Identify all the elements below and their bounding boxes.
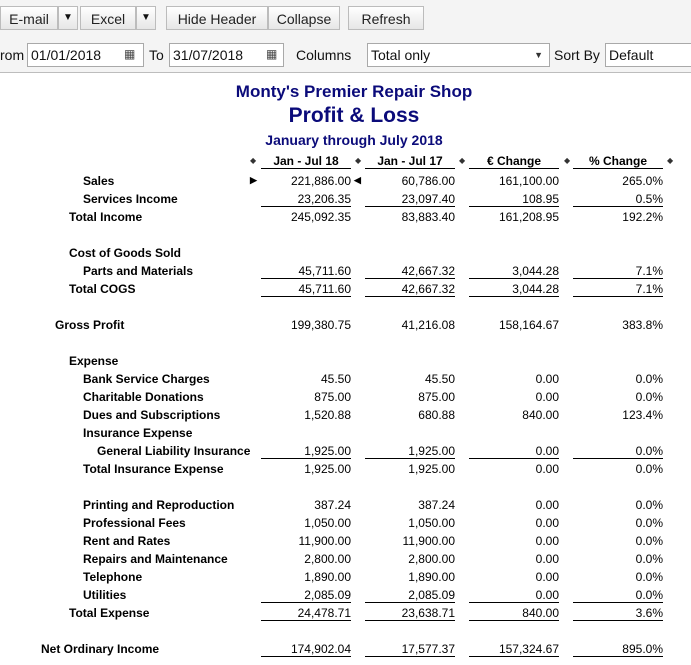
chevron-down-icon: ▼ [141, 12, 151, 23]
report-row[interactable] [0, 604, 691, 622]
row-cell[interactable]: 11,900.00 [402, 534, 455, 548]
row-cell[interactable]: 24,478.71 [261, 606, 351, 621]
row-label: Charitable Donations [83, 390, 204, 404]
email-label: E-mail [9, 11, 49, 27]
row-cell[interactable]: 0.00 [535, 570, 559, 584]
row-cell[interactable]: 387.24 [314, 498, 351, 512]
row-cell[interactable]: 45.50 [320, 372, 351, 386]
column-header-pct-change[interactable]: % Change [573, 154, 663, 169]
row-cell[interactable]: 875.00 [418, 390, 455, 404]
row-cell[interactable]: 0.0% [635, 390, 663, 404]
row-cell[interactable]: 45,711.60 [261, 282, 351, 297]
row-cell[interactable]: 0.0% [573, 588, 663, 603]
sort-by-value: Default [609, 47, 654, 63]
refresh-label: Refresh [361, 11, 411, 27]
row-cell[interactable]: 1,925.00 [261, 444, 351, 459]
row-cell[interactable]: 0.0% [635, 570, 663, 584]
report-row[interactable] [0, 280, 691, 298]
report-row[interactable] [0, 388, 691, 406]
row-cell[interactable]: 42,667.32 [365, 264, 455, 279]
row-cell[interactable]: 840.00 [469, 606, 559, 621]
column-resize-icon[interactable]: ◆ [667, 156, 674, 165]
report-row[interactable] [0, 244, 691, 262]
row-cell[interactable]: 2,800.00 [304, 552, 351, 566]
row-cell[interactable]: 895.0% [573, 642, 663, 657]
column-resize-icon[interactable]: ◆ [459, 156, 466, 165]
row-cell[interactable]: 2,800.00 [408, 552, 455, 566]
row-label: Total COGS [69, 282, 136, 296]
column-resize-icon[interactable]: ◆ [355, 156, 362, 165]
column-header-change[interactable]: € Change [469, 154, 559, 169]
row-cell[interactable]: 0.0% [635, 462, 663, 476]
row-cell[interactable]: 7.1% [573, 282, 663, 297]
row-cell[interactable]: 265.0% [622, 174, 663, 188]
row-label: Dues and Subscriptions [83, 408, 221, 422]
row-cell[interactable]: 0.0% [635, 498, 663, 512]
report-row[interactable] [0, 172, 691, 190]
report-row[interactable] [0, 406, 691, 424]
report-title: Profit & Loss [288, 104, 420, 127]
row-cell[interactable]: 245,092.35 [290, 210, 351, 224]
report-row[interactable] [0, 424, 691, 442]
column-resize-icon[interactable]: ◆ [564, 156, 571, 165]
row-label: Gross Profit [55, 318, 125, 332]
email-dropdown-arrow[interactable] [58, 6, 78, 30]
row-cell[interactable]: 41,216.08 [401, 318, 455, 332]
row-cell[interactable]: 221,886.00 [290, 174, 351, 188]
columns-value: Total only [371, 47, 431, 63]
row-cell[interactable]: 0.0% [573, 444, 663, 459]
excel-dropdown-arrow[interactable] [136, 6, 156, 30]
row-cell[interactable]: 0.0% [635, 552, 663, 566]
row-cell[interactable]: 0.00 [535, 390, 559, 404]
report-spacer-row [0, 298, 691, 316]
row-cell[interactable]: 0.0% [635, 516, 663, 530]
report-row[interactable] [0, 370, 691, 388]
columns-label: Columns [296, 47, 352, 63]
chevron-down-icon: ▼ [534, 50, 543, 60]
company-name: Monty's Premier Repair Shop [235, 82, 473, 101]
row-cell[interactable]: 42,667.32 [365, 282, 455, 297]
row-cell[interactable]: 0.00 [535, 462, 559, 476]
row-cell[interactable]: 23,206.35 [261, 192, 351, 207]
row-cell[interactable]: 60,786.00 [401, 174, 455, 188]
row-cell[interactable]: 0.00 [469, 444, 559, 459]
excel-button[interactable] [80, 6, 136, 30]
columns-select[interactable] [367, 43, 550, 67]
row-cell[interactable]: 45.50 [424, 372, 455, 386]
row-cell[interactable]: 3,044.28 [469, 264, 559, 279]
report-row[interactable] [0, 316, 691, 334]
row-cell[interactable]: 45,711.60 [261, 264, 351, 279]
row-cell[interactable]: 0.00 [535, 552, 559, 566]
row-cell[interactable]: 23,638.71 [365, 606, 455, 621]
row-cell[interactable]: 7.1% [573, 264, 663, 279]
row-cell[interactable]: 0.00 [535, 372, 559, 386]
row-cell[interactable]: 0.0% [635, 372, 663, 386]
report-row[interactable] [0, 550, 691, 568]
report-period: January through July 2018 [265, 132, 443, 148]
report-spacer-row [0, 478, 691, 496]
row-label: Insurance Expense [83, 426, 193, 440]
refresh-button[interactable] [348, 6, 424, 30]
excel-label: Excel [90, 11, 126, 27]
row-cell[interactable]: 174,902.04 [261, 642, 351, 657]
row-selected-marker-icon: ◀ [354, 175, 361, 185]
row-cell[interactable]: 0.00 [535, 498, 559, 512]
row-cell[interactable]: 1,890.00 [304, 570, 351, 584]
report-row[interactable] [0, 640, 691, 658]
calendar-icon[interactable]: ▦ [124, 47, 136, 61]
report-row[interactable] [0, 460, 691, 478]
email-button[interactable] [0, 6, 58, 30]
row-cell[interactable]: 161,100.00 [498, 174, 559, 188]
chevron-down-icon: ▼ [63, 12, 73, 23]
row-cell[interactable]: 158,164.67 [498, 318, 559, 332]
row-cell[interactable]: 0.00 [469, 588, 559, 603]
row-cell[interactable]: 3,044.28 [469, 282, 559, 297]
row-cell[interactable]: 0.0% [635, 534, 663, 548]
report-row[interactable] [0, 442, 691, 460]
row-label: Expense [69, 354, 119, 368]
row-cell[interactable]: 1,050.00 [304, 516, 351, 530]
row-cell[interactable]: 83,883.40 [401, 210, 455, 224]
collapse-button[interactable] [268, 6, 340, 30]
row-label: Total Insurance Expense [83, 462, 224, 476]
row-label: Services Income [83, 192, 178, 206]
column-resize-icon[interactable]: ◆ [250, 156, 257, 165]
row-cell[interactable]: 875.00 [314, 390, 351, 404]
report-row[interactable] [0, 496, 691, 514]
row-label: Professional Fees [83, 516, 186, 530]
row-label: Parts and Materials [83, 264, 194, 278]
row-cell[interactable]: 123.4% [622, 408, 663, 422]
row-cell[interactable]: 1,050.00 [408, 516, 455, 530]
row-cell[interactable]: 1,925.00 [408, 462, 455, 476]
row-cell[interactable]: 0.00 [535, 534, 559, 548]
hide-header-label: Hide Header [177, 11, 257, 27]
row-selected-marker-icon: ▶ [250, 175, 257, 185]
row-cell[interactable]: 387.24 [418, 498, 455, 512]
row-label: Net Ordinary Income [41, 642, 160, 656]
row-cell[interactable]: 2,085.09 [365, 588, 455, 603]
report-toolbar [0, 0, 691, 39]
row-cell[interactable]: 1,925.00 [365, 444, 455, 459]
row-label: Bank Service Charges [83, 372, 210, 386]
row-label: Total Expense [69, 606, 150, 620]
row-label: Rent and Rates [83, 534, 171, 548]
row-cell[interactable]: 680.88 [418, 408, 455, 422]
row-cell[interactable]: 23,097.40 [365, 192, 455, 207]
row-cell[interactable]: 161,208.95 [498, 210, 559, 224]
row-cell[interactable]: 199,380.75 [290, 318, 351, 332]
from-label: rom [0, 47, 25, 63]
row-cell[interactable]: 11,900.00 [298, 534, 351, 548]
report-spacer-row [0, 334, 691, 352]
to-date-value: 31/07/2018 [173, 47, 244, 63]
report-row[interactable] [0, 514, 691, 532]
row-cell[interactable]: 192.2% [622, 210, 663, 224]
to-label: To [149, 47, 164, 63]
row-cell[interactable]: 1,520.88 [304, 408, 351, 422]
report-spacer-row [0, 622, 691, 640]
row-label: Sales [83, 174, 115, 188]
row-cell[interactable]: 383.8% [622, 318, 663, 332]
row-cell[interactable]: 2,085.09 [261, 588, 351, 603]
sort-by-label: Sort By [554, 47, 600, 63]
column-header-current[interactable]: Jan - Jul 18 [261, 154, 351, 169]
report-spacer-row [0, 226, 691, 244]
report-row[interactable] [0, 532, 691, 550]
row-cell[interactable]: 1,890.00 [408, 570, 455, 584]
row-cell[interactable]: 157,324.67 [469, 642, 559, 657]
row-cell[interactable]: 17,577.37 [365, 642, 455, 657]
row-label: General Liability Insurance [97, 444, 251, 458]
row-cell[interactable]: 0.00 [535, 516, 559, 530]
row-label: Total Income [69, 210, 143, 224]
sort-by-select[interactable] [605, 43, 691, 67]
row-label: Telephone [83, 570, 143, 584]
row-cell[interactable]: 108.95 [469, 192, 559, 207]
row-cell[interactable]: 3.6% [573, 606, 663, 621]
report-row[interactable] [0, 568, 691, 586]
row-cell[interactable]: 0.5% [573, 192, 663, 207]
report-row[interactable] [0, 190, 691, 208]
report-row[interactable] [0, 352, 691, 370]
row-cell[interactable]: 840.00 [522, 408, 559, 422]
hide-header-button[interactable] [166, 6, 268, 30]
report-row[interactable] [0, 208, 691, 226]
row-label: Cost of Goods Sold [69, 246, 181, 260]
from-date-value: 01/01/2018 [31, 47, 102, 63]
report-row[interactable] [0, 586, 691, 604]
row-label: Printing and Reproduction [83, 498, 235, 512]
row-label: Repairs and Maintenance [83, 552, 228, 566]
collapse-label: Collapse [276, 11, 332, 27]
row-label: Utilities [83, 588, 127, 602]
row-cell[interactable]: 1,925.00 [304, 462, 351, 476]
column-header-prior[interactable]: Jan - Jul 17 [365, 154, 455, 169]
report-row[interactable] [0, 262, 691, 280]
calendar-icon[interactable]: ▦ [266, 47, 278, 61]
